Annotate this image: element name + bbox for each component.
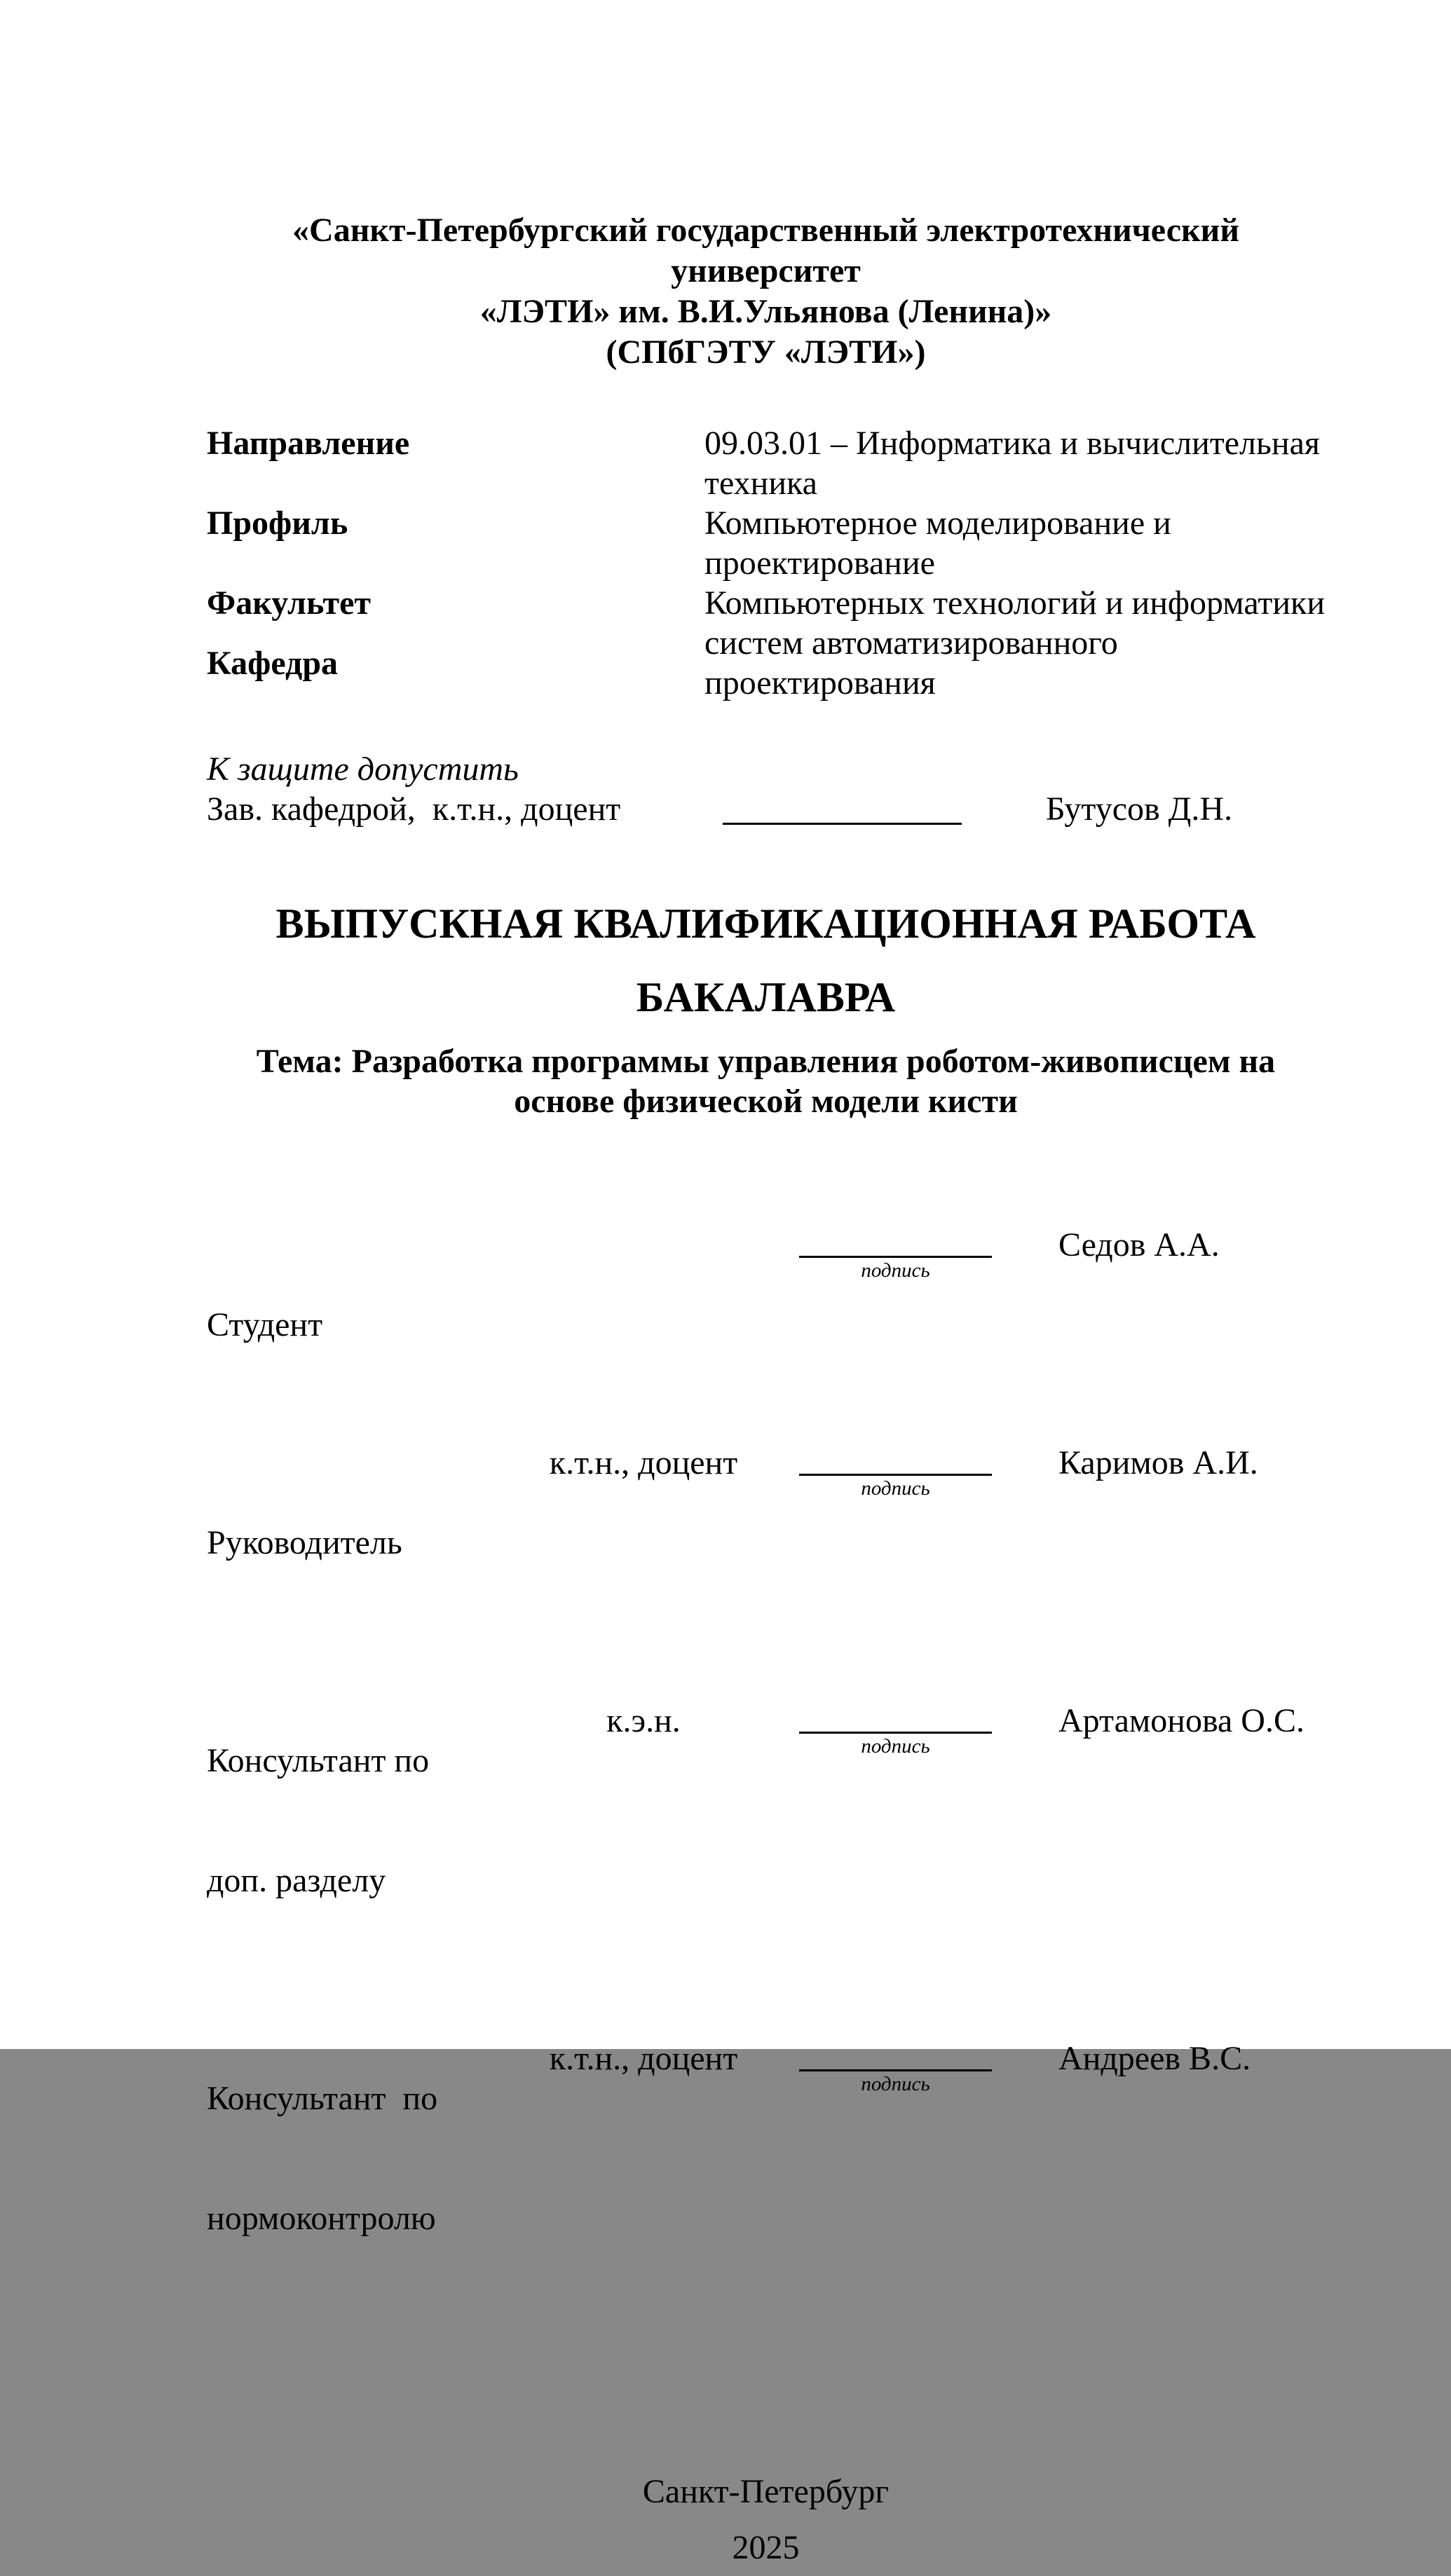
field-value-faculty [704, 583, 1325, 623]
university-name-line: «Санкт-Петербургский государственный электротехнический университет [292, 212, 1239, 289]
approval-block [207, 749, 1325, 829]
field-value-line: систем автоматизированного [704, 624, 1118, 662]
signature-line-cell [799, 1999, 992, 2097]
signature-line-cell [799, 1443, 992, 1501]
signature-caption: подпись [861, 1477, 930, 1500]
work-title-block [207, 899, 1325, 1121]
field-label-direction: Направление [207, 425, 410, 462]
university-name-line: «ЛЭТИ» им. В.И.Ульянова (Ленина)» [479, 293, 1052, 330]
footer [207, 2464, 1325, 2576]
approval-signature-line [723, 823, 962, 825]
field-label-department: Кафедра [207, 644, 339, 682]
university-header [207, 210, 1325, 373]
field-row-department [207, 623, 1325, 703]
signature-row-supervisor [207, 1443, 1325, 1643]
signature-role-line: Консультант по [207, 1742, 430, 1779]
work-title: ВЫПУСКНАЯ КВАЛИФИКАЦИОННАЯ РАБОТА [275, 900, 1256, 947]
signature-role [207, 1661, 544, 1980]
signature-role-line: Руководитель [207, 1524, 402, 1561]
approval-label: Зав. кафедрой, к.т.н., доцент [207, 790, 621, 828]
university-abbreviation: (СПбГЭТУ «ЛЭТИ») [606, 334, 926, 371]
signature-row-consultant-extra [207, 1661, 1325, 1980]
field-value-line: Компьютерное моделирование и [704, 505, 1171, 542]
signature-line-cell [799, 1225, 992, 1283]
spacer [799, 2039, 992, 2069]
field-value-department [704, 623, 1325, 703]
signature-role-line: Консультант по [207, 2080, 438, 2117]
signature-caption: подпись [861, 1259, 930, 1282]
field-label-faculty: Факультет [207, 584, 371, 622]
signature-name: Каримов А.И. [1058, 1444, 1258, 1481]
field-row-direction [207, 423, 1325, 503]
footer-city: Санкт-Петербург [642, 2473, 890, 2510]
footer-year: 2025 [732, 2529, 800, 2566]
approval-row [207, 789, 1325, 829]
signature-role-line: Студент [207, 1306, 323, 1343]
field-value-line: техника [704, 465, 817, 502]
program-fields [207, 423, 1325, 703]
signature-degree: к.т.н., доцент [549, 2040, 738, 2077]
spacer [799, 1701, 992, 1732]
signature-caption: подпись [861, 1735, 930, 1758]
field-value-line: проектирования [704, 664, 936, 701]
work-theme-line: основе физической модели кисти [514, 1083, 1018, 1120]
field-value-line: проектирование [704, 544, 935, 582]
signature-role [207, 1443, 544, 1643]
approval-intro: К защите допустить [207, 751, 519, 788]
spacer [799, 1443, 992, 1474]
work-degree: БАКАЛАВРА [636, 974, 896, 1020]
work-theme-line: Тема: Разработка программы управления роботом-живописцем на [256, 1043, 1276, 1080]
signature-degree: к.э.н. [606, 1702, 681, 1739]
approval-name: Бутусов Д.Н. [1046, 790, 1233, 828]
signature-role-line: нормоконтролю [207, 2200, 436, 2237]
signature-line-cell [799, 1661, 992, 1759]
signature-role [207, 1225, 544, 1425]
signature-degree: к.т.н., доцент [549, 1444, 738, 1481]
signature-name: Артамонова О.С. [1058, 1702, 1304, 1739]
signature-row-consultant-normcontrol [207, 1999, 1325, 2318]
field-label-profile: Профиль [207, 505, 348, 542]
field-row-profile [207, 503, 1325, 583]
field-row-faculty [207, 583, 1325, 623]
field-value-line: 09.03.01 – Информатика и вычислительная [704, 425, 1320, 462]
work-theme [207, 1041, 1325, 1121]
field-value-direction [704, 423, 1325, 503]
field-value-line: Компьютерных технологий и информатики [704, 584, 1326, 622]
field-value-profile [704, 503, 1325, 583]
signature-role-line: доп. разделу [207, 1862, 386, 1899]
signature-row-student [207, 1225, 1325, 1425]
signature-role [207, 1999, 544, 2318]
signature-name: Андреев В.С. [1058, 2040, 1251, 2077]
signatures-block [207, 1225, 1325, 2318]
spacer [799, 1225, 992, 1256]
signature-caption: подпись [861, 2073, 930, 2095]
signature-name: Седов А.А. [1058, 1226, 1220, 1263]
